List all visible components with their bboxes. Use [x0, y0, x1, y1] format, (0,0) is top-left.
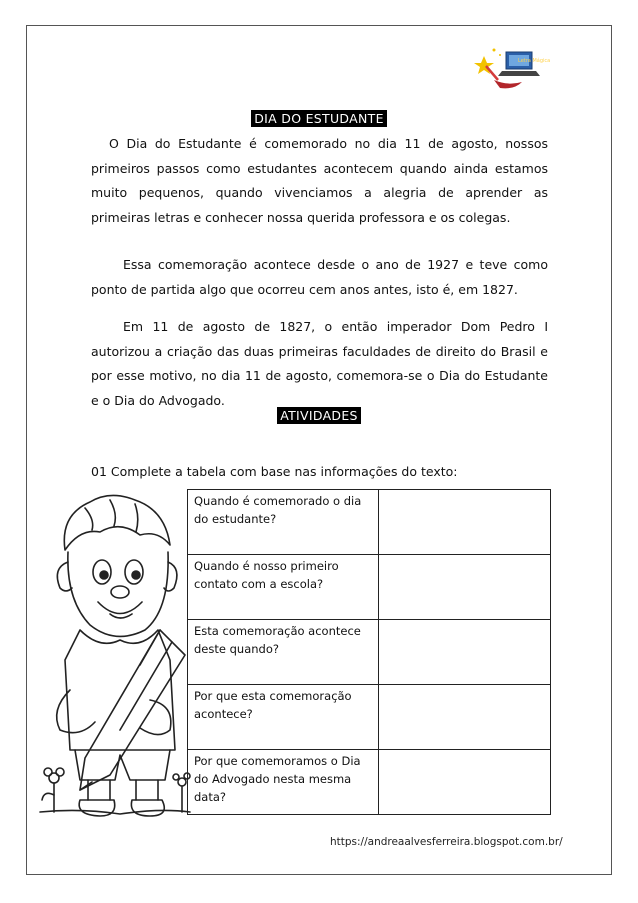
table-row [188, 620, 551, 685]
table-answer-cell[interactable] [379, 685, 551, 750]
activities-title-text: ATIVIDADES [277, 407, 361, 424]
title-text: DIA DO ESTUDANTE [251, 110, 387, 127]
boy-with-pencil-illustration [40, 490, 190, 820]
table-question-cell: Quando é nosso primeiro contato com a escola? [188, 555, 379, 620]
paragraph-1: O Dia do Estudante é comemorado no dia 11 de agosto, nossos primeiros passos como estudantes acontecem quando ainda estamos muito pequenos, quando vivenciamos a alegria de aprender as primeiras letras e conhecer nossa querida professora e os colegas. [91, 136, 548, 225]
table-answer-cell[interactable] [379, 490, 551, 555]
table-question-cell: Por que comemoramos o Dia do Advogado nesta mesma data? [188, 750, 379, 815]
answer-table [187, 489, 551, 815]
table-row [188, 685, 551, 750]
table-question-cell: Esta comemoração acontece deste quando? [188, 620, 379, 685]
table-question-cell: Quando é comemorado o dia do estudante? [188, 490, 379, 555]
table-answer-cell[interactable] [379, 750, 551, 815]
logo-icon [474, 46, 551, 92]
paragraph-2: Essa comemoração acontece desde o ano de 1927 e teve como ponto de partida algo que ocorreu cem anos antes, isto é, em 1827. [91, 257, 548, 297]
table-row [188, 490, 551, 555]
table-answer-cell[interactable] [379, 555, 551, 620]
svg-text:Letra Mágica: Letra Mágica [518, 58, 551, 64]
question-1: 01 Complete a tabela com base nas informações do texto: [91, 464, 458, 479]
activities-heading [0, 405, 638, 424]
footer-url[interactable]: https://andreaalvesferreira.blogspot.com.br/ [330, 836, 563, 848]
page-title [0, 108, 638, 127]
table-row [188, 555, 551, 620]
table-question-cell: Por que esta comemoração acontece? [188, 685, 379, 750]
paragraph-3: Em 11 de agosto de 1827, o então imperador Dom Pedro I autorizou a criação das duas primeiras faculdades de direito do Brasil e por esse motivo, no dia 11 de agosto, comemora-se o Dia do Estudante e o Dia do Advogado. [91, 319, 548, 408]
table-answer-cell[interactable] [379, 620, 551, 685]
table-row [188, 750, 551, 815]
